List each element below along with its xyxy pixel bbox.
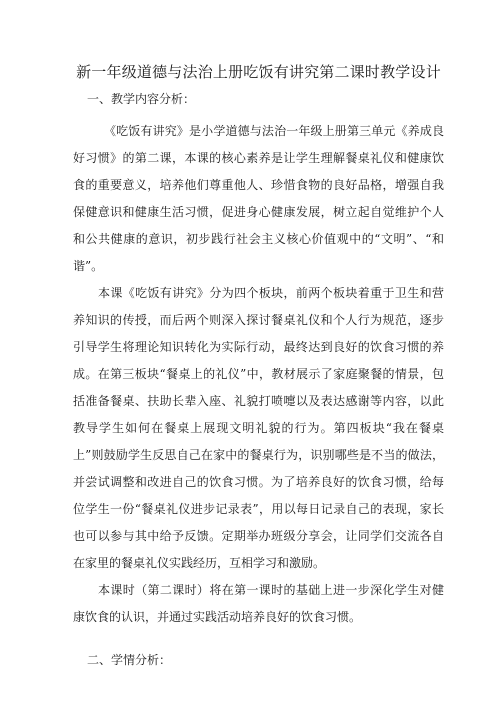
paragraph-second-period: 本课时（第二课时）将在第一课时的基础上进一步深化学生对健康饮食的认识，并通过实践活动培养良好的饮食习惯。 <box>73 583 444 624</box>
document-title: 新一年级道德与法治上册吃饭有讲究第二课时教学设计 <box>76 63 441 81</box>
paragraph-lesson-structure: 本课《吃饭有讲究》分为四个板块，前两个板块着重于卫生和营养知识的传授，而后两个则深入探讨餐桌礼仪和个人行为规范，逐步引导学生将理论知识转化为实际行动，最终达到良好的饮食习惯的养成。在第三板块“餐桌上的礼仪”中，教材展示了家庭聚餐的情景，包括准备餐桌、扶助长辈入座、礼貌打喷嚏以及表达感谢等内容，以此教导学生如何在餐桌上展现文明礼貌的行为。第四板块“我在餐桌上”则鼓励学生反思自己在家中的餐桌行为，识别哪些是不当的做法，并尝试调整和改进自己的饮食习惯。为了培养良好的饮食习惯，给每位学生一份“餐桌礼仪进步记录表”，用以每日记录自己的表现，家长也可以参与其中给予反馈。定期举办班级分享会，让同学们交流各自在家里的餐桌礼仪实践经历，互相学习和激励。 <box>73 286 444 570</box>
section-heading-content-analysis: 一、教学内容分析： <box>87 92 196 106</box>
section-heading-student-analysis: 二、学情分析： <box>87 653 172 667</box>
paragraph-lesson-overview: 《吃饭有讲究》是小学道德与法治一年级上册第三单元《养成良好习惯》的第二课，本课的核心素养是让学生理解餐桌礼仪和健康饮食的重要意义，培养他们尊重他人、珍惜食物的良好品格，增强自我保健意识和健康生活习惯，促进身心健康发展，树立起自觉维护个人和公共健康的意识，初步践行社会主义核心价值观中的“文明”、“和谐”。 <box>73 124 444 273</box>
